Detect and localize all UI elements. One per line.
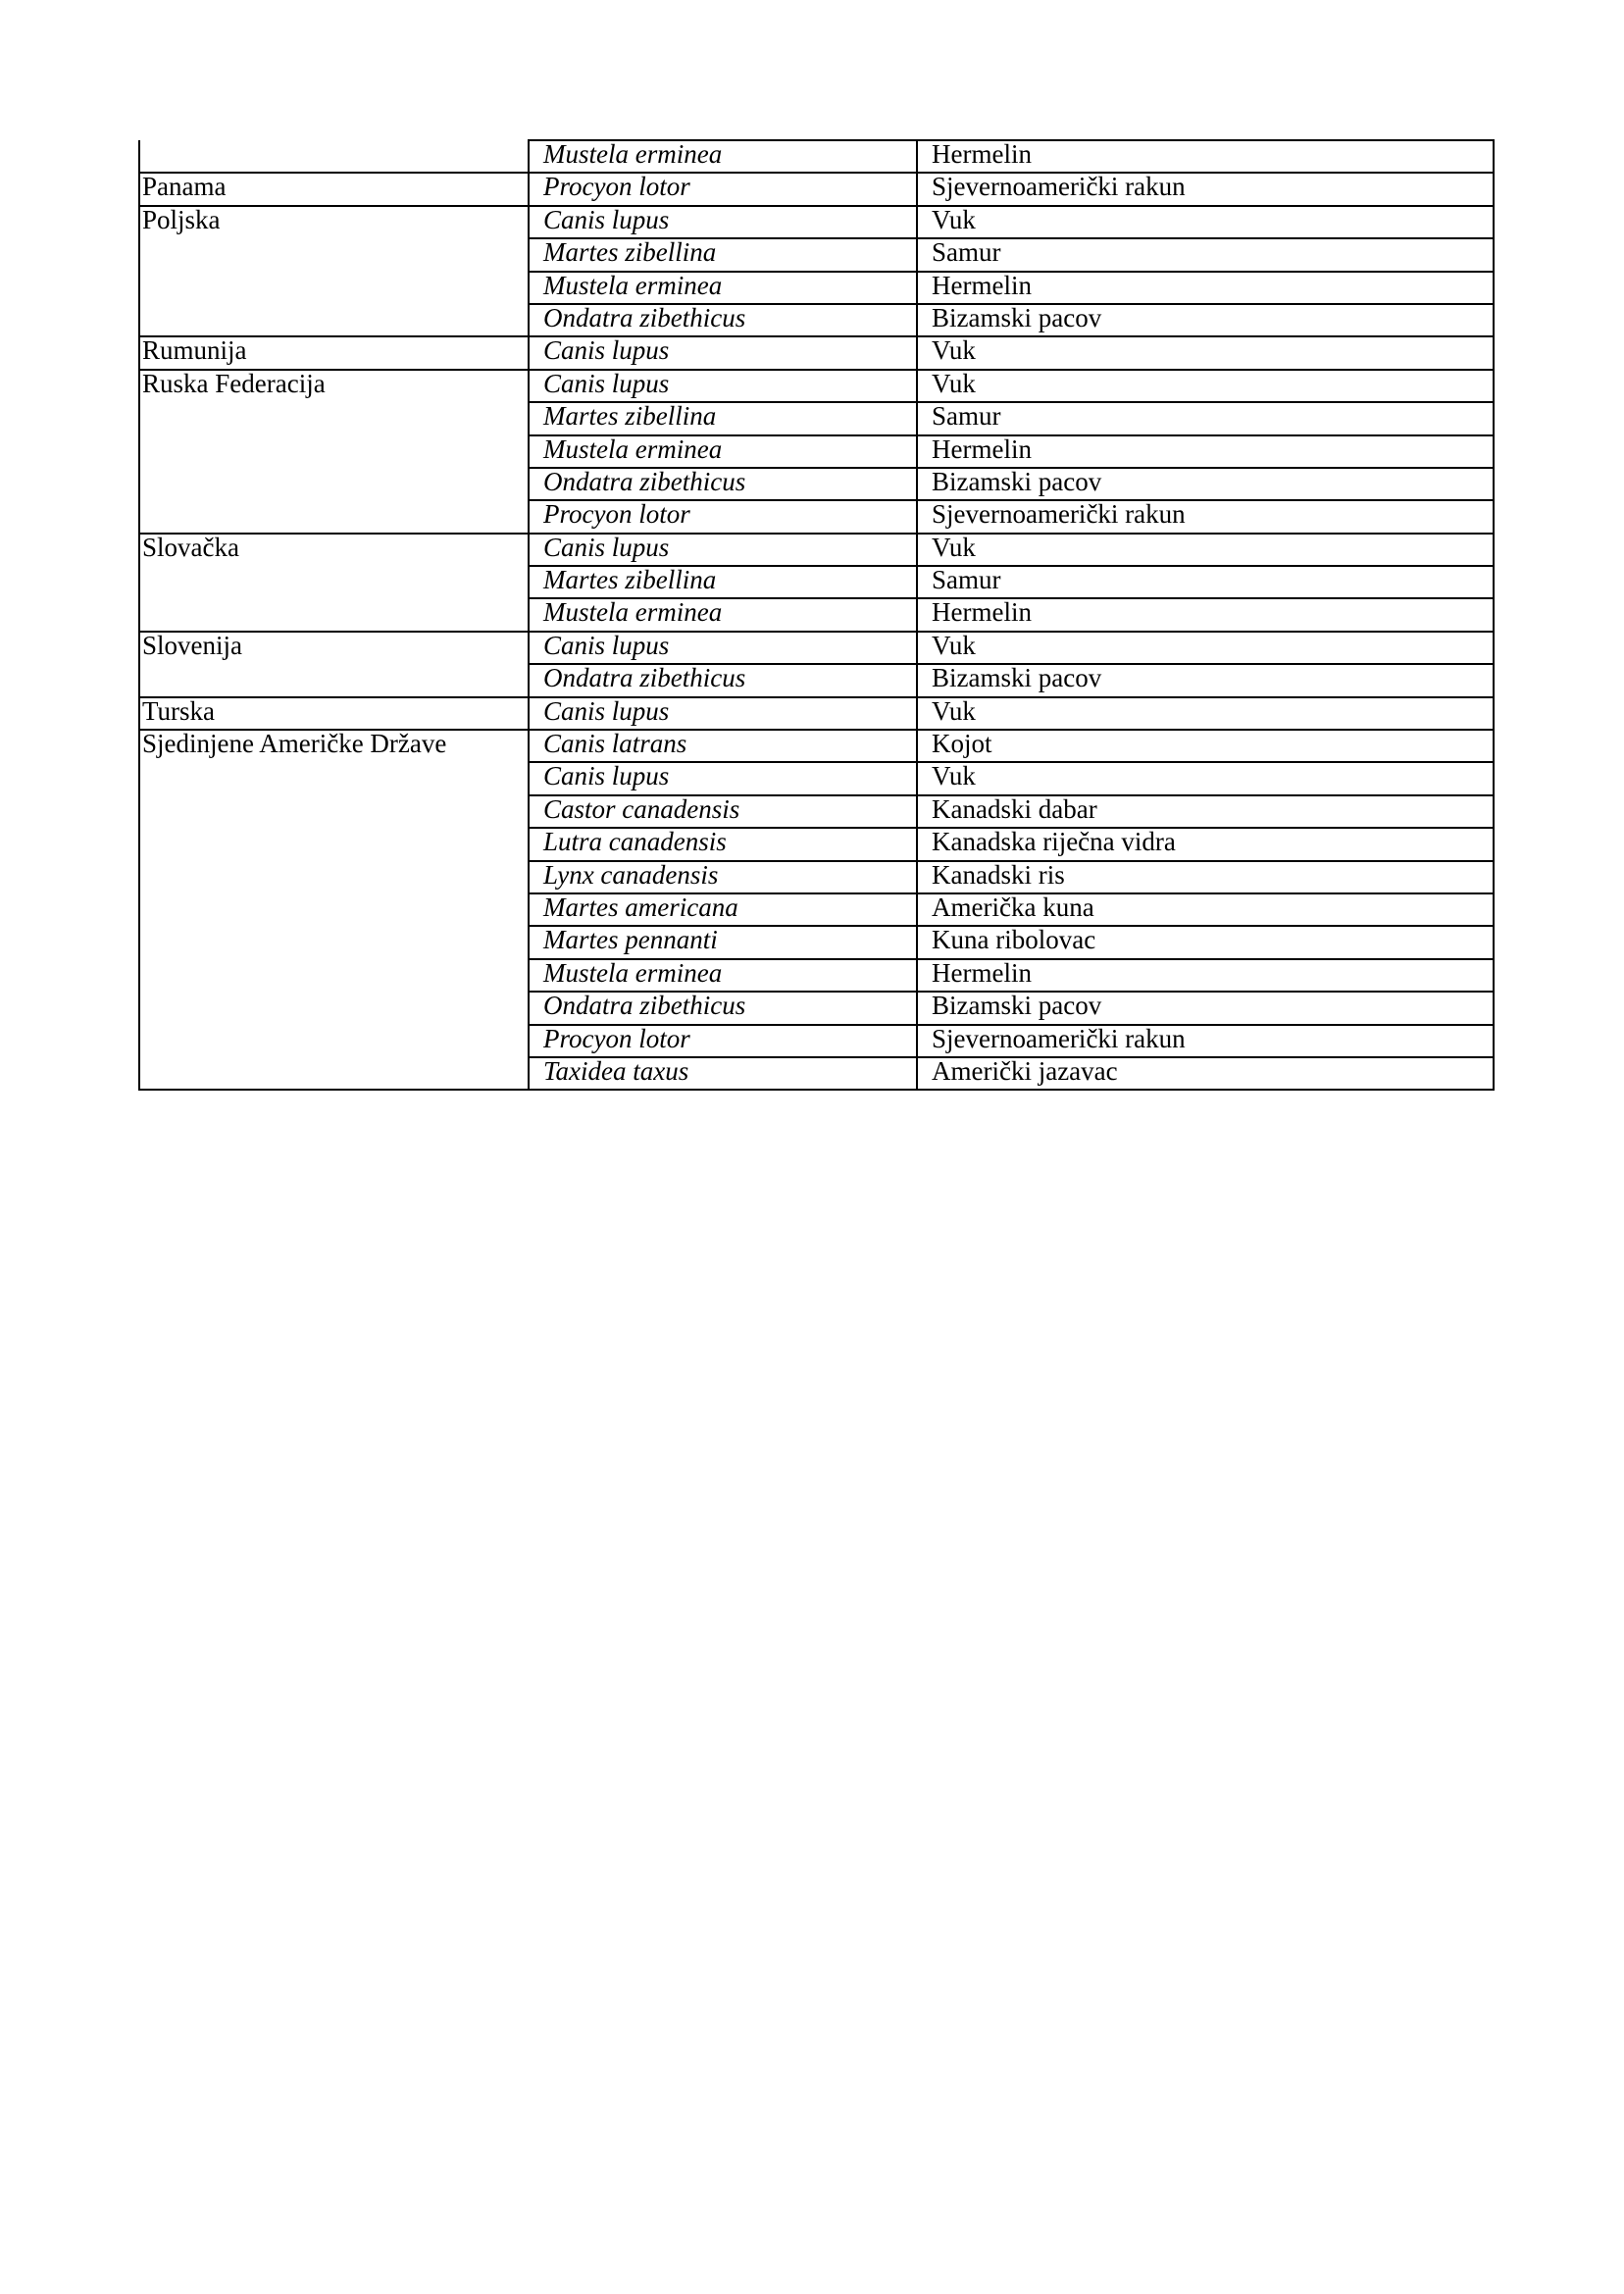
species-common-name-cell: Američka kuna bbox=[917, 893, 1494, 926]
species-latin-cell: Lynx canadensis bbox=[529, 861, 917, 893]
species-latin-cell: Mustela erminea bbox=[529, 959, 917, 992]
country-cell: Poljska bbox=[139, 206, 529, 337]
table-row bbox=[139, 730, 1494, 762]
species-latin-cell: Mustela erminea bbox=[529, 598, 917, 631]
species-latin-cell: Mustela erminea bbox=[529, 435, 917, 468]
species-latin-cell: Ondatra zibethicus bbox=[529, 468, 917, 500]
species-common-name-cell: Vuk bbox=[917, 370, 1494, 402]
species-latin-cell: Canis lupus bbox=[529, 632, 917, 664]
species-common-name-cell: Hermelin bbox=[917, 598, 1494, 631]
table-row bbox=[139, 632, 1494, 664]
species-latin-cell: Taxidea taxus bbox=[529, 1057, 917, 1090]
country-cell: Slovačka bbox=[139, 534, 529, 632]
species-common-name-cell: Sjevernoamerički rakun bbox=[917, 1025, 1494, 1057]
species-latin-cell: Mustela erminea bbox=[529, 272, 917, 304]
species-table-body bbox=[139, 140, 1494, 1090]
species-latin-cell: Canis lupus bbox=[529, 336, 917, 369]
species-common-name-cell: Vuk bbox=[917, 697, 1494, 730]
table-row bbox=[139, 370, 1494, 402]
species-common-name-cell: Hermelin bbox=[917, 140, 1494, 173]
species-common-name-cell: Bizamski pacov bbox=[917, 992, 1494, 1024]
country-cell bbox=[139, 140, 529, 173]
species-common-name-cell: Vuk bbox=[917, 336, 1494, 369]
table-row bbox=[139, 206, 1494, 238]
species-common-name-cell: Vuk bbox=[917, 762, 1494, 794]
species-common-name-cell: Samur bbox=[917, 402, 1494, 434]
species-common-name-cell: Kanadska riječna vidra bbox=[917, 828, 1494, 860]
species-latin-cell: Canis lupus bbox=[529, 697, 917, 730]
species-common-name-cell: Američki jazavac bbox=[917, 1057, 1494, 1090]
table-row bbox=[139, 534, 1494, 566]
species-common-name-cell: Bizamski pacov bbox=[917, 304, 1494, 336]
species-latin-cell: Procyon lotor bbox=[529, 500, 917, 533]
species-latin-cell: Canis lupus bbox=[529, 370, 917, 402]
species-latin-cell: Mustela erminea bbox=[529, 140, 917, 173]
species-common-name-cell: Vuk bbox=[917, 632, 1494, 664]
species-latin-cell: Canis lupus bbox=[529, 534, 917, 566]
species-latin-cell: Martes zibellina bbox=[529, 566, 917, 598]
species-latin-cell: Lutra canadensis bbox=[529, 828, 917, 860]
species-latin-cell: Canis lupus bbox=[529, 206, 917, 238]
species-common-name-cell: Sjevernoamerički rakun bbox=[917, 500, 1494, 533]
species-common-name-cell: Samur bbox=[917, 238, 1494, 271]
species-common-name-cell: Hermelin bbox=[917, 435, 1494, 468]
table-row bbox=[139, 336, 1494, 369]
species-common-name-cell: Samur bbox=[917, 566, 1494, 598]
table-row bbox=[139, 697, 1494, 730]
species-latin-cell: Martes pennanti bbox=[529, 926, 917, 958]
country-cell: Panama bbox=[139, 173, 529, 205]
species-table bbox=[138, 139, 1495, 1091]
species-latin-cell: Procyon lotor bbox=[529, 173, 917, 205]
table-row bbox=[139, 173, 1494, 205]
species-common-name-cell: Hermelin bbox=[917, 272, 1494, 304]
species-latin-cell: Ondatra zibethicus bbox=[529, 664, 917, 696]
species-latin-cell: Martes zibellina bbox=[529, 238, 917, 271]
country-cell: Turska bbox=[139, 697, 529, 730]
species-latin-cell: Martes zibellina bbox=[529, 402, 917, 434]
species-latin-cell: Ondatra zibethicus bbox=[529, 992, 917, 1024]
country-cell: Sjedinjene Američke Države bbox=[139, 730, 529, 1090]
species-common-name-cell: Hermelin bbox=[917, 959, 1494, 992]
species-common-name-cell: Kanadski dabar bbox=[917, 795, 1494, 828]
species-latin-cell: Canis lupus bbox=[529, 762, 917, 794]
species-latin-cell: Ondatra zibethicus bbox=[529, 304, 917, 336]
country-cell: Slovenija bbox=[139, 632, 529, 697]
species-common-name-cell: Kojot bbox=[917, 730, 1494, 762]
species-common-name-cell: Sjevernoamerički rakun bbox=[917, 173, 1494, 205]
species-latin-cell: Canis latrans bbox=[529, 730, 917, 762]
species-common-name-cell: Kanadski ris bbox=[917, 861, 1494, 893]
species-latin-cell: Procyon lotor bbox=[529, 1025, 917, 1057]
species-latin-cell: Martes americana bbox=[529, 893, 917, 926]
country-cell: Ruska Federacija bbox=[139, 370, 529, 534]
species-common-name-cell: Kuna ribolovac bbox=[917, 926, 1494, 958]
species-common-name-cell: Vuk bbox=[917, 534, 1494, 566]
country-cell: Rumunija bbox=[139, 336, 529, 369]
species-common-name-cell: Bizamski pacov bbox=[917, 664, 1494, 696]
species-common-name-cell: Vuk bbox=[917, 206, 1494, 238]
species-common-name-cell: Bizamski pacov bbox=[917, 468, 1494, 500]
species-latin-cell: Castor canadensis bbox=[529, 795, 917, 828]
table-row bbox=[139, 140, 1494, 173]
